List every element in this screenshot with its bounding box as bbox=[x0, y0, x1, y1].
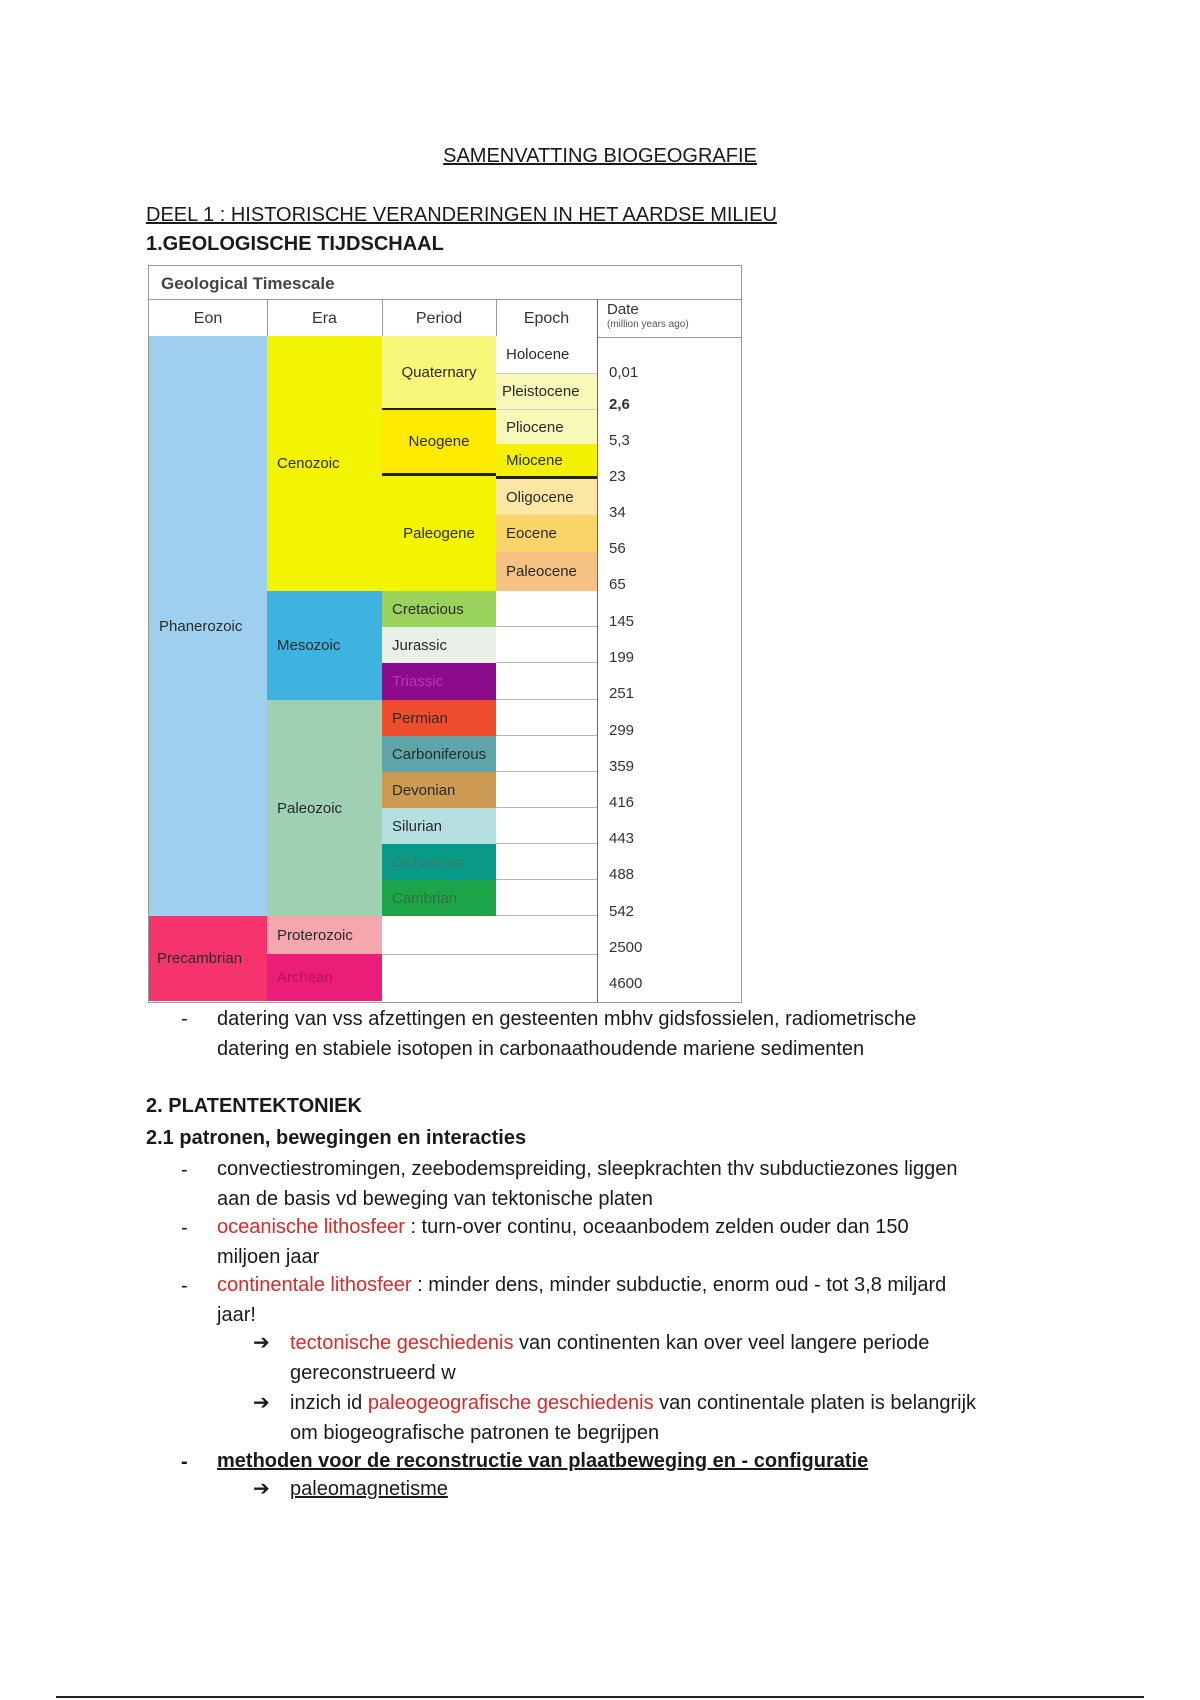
date-label: 199 bbox=[609, 649, 635, 666]
bullet-oceanic-line2: miljoen jaar bbox=[217, 1246, 320, 1268]
timescale-title: Geological Timescale bbox=[161, 274, 335, 293]
epoch-paleocene: Paleocene bbox=[496, 552, 597, 591]
eon-phanerozoic: Phanerozoic bbox=[149, 336, 267, 916]
header-era: Era bbox=[267, 299, 383, 338]
period-devonian: Devonian bbox=[382, 772, 496, 808]
epoch-blank bbox=[496, 880, 597, 916]
arrow-icon: ➔ bbox=[253, 1392, 270, 1414]
date-label: 359 bbox=[609, 758, 635, 775]
arrow-tectonic-text: van continenten kan over veel langere periode bbox=[513, 1332, 930, 1354]
bullet-dash: - bbox=[181, 1008, 188, 1030]
bullet-dating-line1: datering van vss afzettingen en gesteenten mbhv gidsfossielen, radiometrische bbox=[217, 1008, 917, 1030]
geological-timescale-figure bbox=[148, 265, 742, 1003]
period-ordovician: Ordovician bbox=[382, 844, 496, 880]
epoch-miocene: Miocene bbox=[496, 444, 597, 479]
period-jurassic: Jurassic bbox=[382, 627, 496, 663]
date-label: 65 bbox=[609, 576, 626, 593]
epoch-holocene: Holocene bbox=[496, 336, 597, 374]
period-cretacious: Cretacious bbox=[382, 591, 496, 627]
epoch-blank bbox=[496, 772, 597, 808]
header-period: Period bbox=[382, 299, 497, 338]
epoch-blank bbox=[496, 627, 597, 663]
arrow-paleogeo-prefix: inzich id bbox=[290, 1392, 368, 1414]
header-epoch: Epoch bbox=[496, 299, 598, 338]
period-cambrian: Cambrian bbox=[382, 880, 496, 916]
section-heading-timescale: 1.GEOLOGISCHE TIJDSCHAAL bbox=[146, 233, 444, 255]
arrow-paleogeo-line1 bbox=[290, 1388, 976, 1418]
bullet-continental-line1 bbox=[217, 1270, 946, 1300]
era-paleozoic: Paleozoic bbox=[267, 700, 382, 916]
period-quaternary: Quaternary bbox=[382, 336, 496, 410]
date-label: 56 bbox=[609, 540, 626, 557]
arrow-icon: ➔ bbox=[253, 1478, 270, 1500]
term-tectonic-history: tectonische geschiedenis bbox=[290, 1332, 514, 1354]
epoch-blank bbox=[496, 663, 597, 700]
epoch-blank bbox=[496, 700, 597, 736]
subsection-heading-patterns: 2.1 patronen, bewegingen en interacties bbox=[146, 1127, 527, 1149]
bullet-continental-text: : minder dens, minder subductie, enorm oud - tot 3,8 miljard bbox=[411, 1274, 947, 1296]
bullet-dash: - bbox=[181, 1159, 188, 1181]
period-neogene: Neogene bbox=[382, 410, 496, 476]
era-cenozoic: Cenozoic bbox=[267, 336, 382, 591]
period-triassic: Triassic bbox=[382, 663, 496, 700]
arrow-paleogeo-line2: om biogeografische patronen te begrijpen bbox=[290, 1422, 660, 1444]
bullet-dash: - bbox=[181, 1275, 188, 1297]
epoch-eocene: Eocene bbox=[496, 515, 597, 552]
date-label: 542 bbox=[609, 903, 635, 920]
part-heading: DEEL 1 : HISTORISCHE VERANDERINGEN IN HET AARDSE MILIEU bbox=[146, 204, 777, 226]
header-eon: Eon bbox=[149, 299, 268, 338]
term-continental-lithosphere: continentale lithosfeer bbox=[217, 1274, 412, 1296]
date-label: 2,6 bbox=[609, 396, 630, 413]
period-permian: Permian bbox=[382, 700, 496, 736]
arrow-icon: ➔ bbox=[253, 1332, 270, 1354]
bullet-convection-line1: convectiestromingen, zeebodemspreiding, sleepkrachten thv subductiezones liggen bbox=[217, 1158, 958, 1180]
arrow-tectonic-line1 bbox=[290, 1328, 929, 1358]
epoch-pleistocene: Pleistocene bbox=[496, 374, 597, 410]
era-proterozoic: Proterozoic bbox=[267, 916, 382, 954]
footer-rule bbox=[56, 1696, 1144, 1698]
term-paleogeographic-history: paleogeografische geschiedenis bbox=[367, 1392, 654, 1414]
bullet-methods: methoden voor de reconstructie van plaatbeweging en - configuratie bbox=[217, 1450, 869, 1472]
date-label: 5,3 bbox=[609, 432, 630, 449]
epoch-oligocene: Oligocene bbox=[496, 479, 597, 515]
period-silurian: Silurian bbox=[382, 808, 496, 844]
date-label: 4600 bbox=[609, 975, 643, 992]
epoch-pliocene: Pliocene bbox=[496, 410, 597, 444]
document-title: SAMENVATTING BIOGEOGRAFIE bbox=[443, 145, 757, 167]
date-label: 23 bbox=[609, 468, 626, 485]
epoch-blank bbox=[496, 844, 597, 880]
date-label: 2500 bbox=[609, 939, 643, 956]
era-archean: Archean bbox=[267, 954, 382, 1001]
header-date: Date bbox=[607, 301, 639, 318]
date-label: 145 bbox=[609, 613, 635, 630]
bullet-continental-line2: jaar! bbox=[217, 1304, 256, 1326]
bullet-dash: - bbox=[181, 1451, 188, 1473]
epoch-blank bbox=[496, 808, 597, 844]
date-label: 416 bbox=[609, 794, 635, 811]
period-carboniferous: Carboniferous bbox=[382, 736, 496, 772]
bullet-dating-line2: datering en stabiele isotopen in carbonaathoudende mariene sedimenten bbox=[217, 1038, 865, 1060]
header-date-unit: (million years ago) bbox=[607, 319, 689, 330]
epoch-blank bbox=[496, 736, 597, 772]
date-label: 488 bbox=[609, 866, 635, 883]
period-paleogene: Paleogene bbox=[382, 476, 496, 591]
date-label: 299 bbox=[609, 722, 635, 739]
date-label: 0,01 bbox=[609, 364, 639, 381]
bullet-convection-line2: aan de basis vd beweging van tektonische platen bbox=[217, 1188, 653, 1210]
arrow-tectonic-line2: gereconstrueerd w bbox=[290, 1362, 456, 1384]
arrow-paleomagnetism: paleomagnetisme bbox=[290, 1478, 448, 1500]
bullet-oceanic-line1 bbox=[217, 1212, 909, 1242]
bullet-dash: - bbox=[181, 1217, 188, 1239]
term-oceanic-lithosphere: oceanische lithosfeer bbox=[217, 1216, 405, 1238]
epoch-blank bbox=[496, 591, 597, 627]
bullet-oceanic-text: : turn-over continu, oceaanbodem zelden ouder dan 150 bbox=[404, 1216, 909, 1238]
section-heading-plate-tectonics: 2. PLATENTEKTONIEK bbox=[146, 1095, 362, 1117]
date-label: 251 bbox=[609, 685, 635, 702]
precambrian-period-blank bbox=[382, 916, 597, 955]
arrow-paleogeo-text: van continentale platen is belangrijk bbox=[653, 1392, 977, 1414]
date-column-divider bbox=[597, 336, 598, 1002]
date-label: 443 bbox=[609, 830, 635, 847]
era-mesozoic: Mesozoic bbox=[267, 591, 382, 700]
date-label: 34 bbox=[609, 504, 626, 521]
eon-precambrian: Precambrian bbox=[149, 916, 267, 1001]
